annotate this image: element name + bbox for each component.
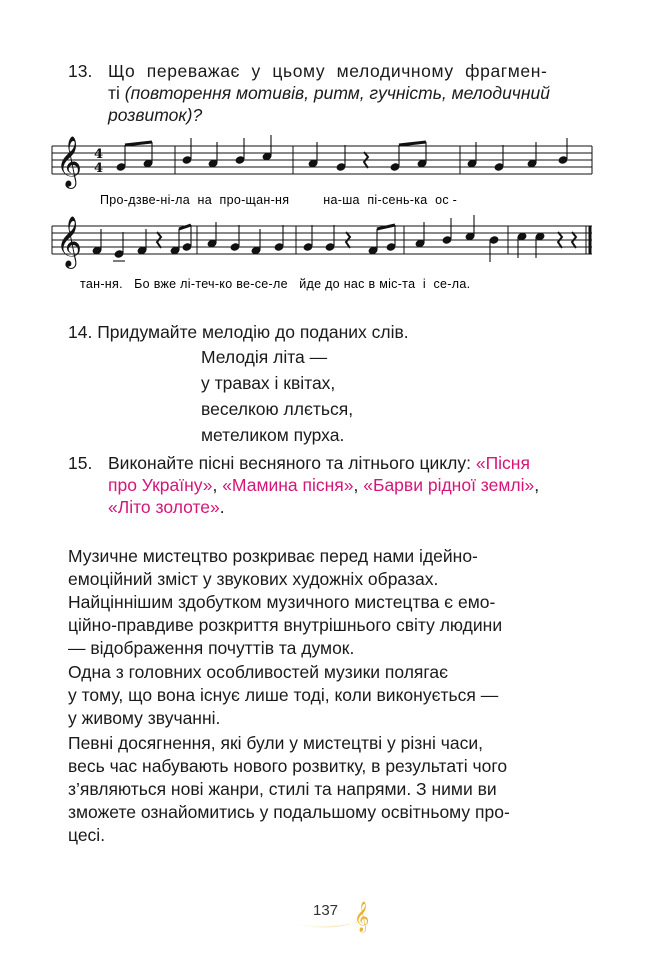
- exercise-15-line-2: про Україну», «Мамина пісня», «Барви рідної землі»,: [108, 475, 540, 495]
- treble-clef-icon: 𝄞: [56, 216, 83, 267]
- poem-line: у травах і квітах,: [201, 373, 336, 393]
- time-signature-top: 4: [94, 147, 104, 162]
- exercise-13-line-2: ті (повторення мотивів, ритм, гучність, мелодичний: [108, 83, 550, 103]
- staff-1: [52, 146, 592, 174]
- paragraph-4: Певні досягнення, які були у мистецтві у різні часи, весь час набувають нового розвитку, в результаті чого з’являються нові жанри, стилі та напрями. З ними ви зможете ознайомитись у подальшому освітньому про- цесі.: [68, 733, 510, 845]
- exercise-13-line-3: розвиток)?: [108, 105, 203, 125]
- treble-clef-icon: 𝄞: [56, 136, 83, 187]
- lyrics-line-2: тан-ня. Бо вже лі-теч-ко ве-се-ле йде до нас в міс-та і се-ла.: [80, 277, 471, 291]
- lyrics-line-1: Про-дзве-ні-ла на про-щан-ня на-ша пі-сень-ка ос -: [100, 193, 458, 207]
- exercise-15: [68, 452, 648, 522]
- exercise-13: [68, 60, 648, 130]
- staff-2: [52, 226, 592, 254]
- song-title: про Україну»: [108, 475, 213, 495]
- page-number: 137: [313, 902, 339, 919]
- song-title: «Барви рідної землі»: [363, 475, 535, 495]
- exercise-13-line-1: Що переважає у цьому мелодичному фрагмен-: [108, 61, 548, 81]
- song-title: «Мамина пісня»: [222, 475, 354, 495]
- poem-line: Мелодія літа —: [201, 347, 328, 367]
- exercise-14-title: 14. Придумайте мелодію до поданих слів.: [68, 322, 409, 342]
- exercise-15-line-1: Виконайте пісні весняного та літнього циклу: «Пісня: [108, 453, 530, 473]
- paragraph-2: Найціннішим здобутком музичного мистецтва є емо- ційно-правдиве розкриття внутрішнього світу людини — відображення почуттів та думок.: [68, 592, 503, 658]
- music-score: [0, 128, 670, 298]
- paragraph-1: Музичне мистецтво розкриває перед нами ідейно- емоційний зміст у звукових художніх образах.: [68, 546, 478, 589]
- poem: [201, 344, 501, 448]
- time-signature-bottom: 4: [94, 161, 104, 176]
- song-title: «Пісня: [475, 453, 530, 473]
- staff-2-notes: [92, 215, 576, 262]
- song-title: «Літо золоте»: [108, 497, 220, 517]
- treble-clef-icon: 𝄞: [354, 902, 370, 932]
- poem-line: метеликом пурха.: [201, 425, 345, 445]
- exercise-number: 13.: [68, 61, 93, 81]
- paragraph-3: Одна з головних особливостей музики полягає у тому, що вона існує лише тоді, коли виконується — у живому звучанні.: [68, 662, 499, 728]
- poem-line: веселкою ллється,: [201, 399, 354, 419]
- exercise-number: 15.: [68, 453, 93, 473]
- exercise-15-line-3: «Літо золоте».: [108, 497, 225, 517]
